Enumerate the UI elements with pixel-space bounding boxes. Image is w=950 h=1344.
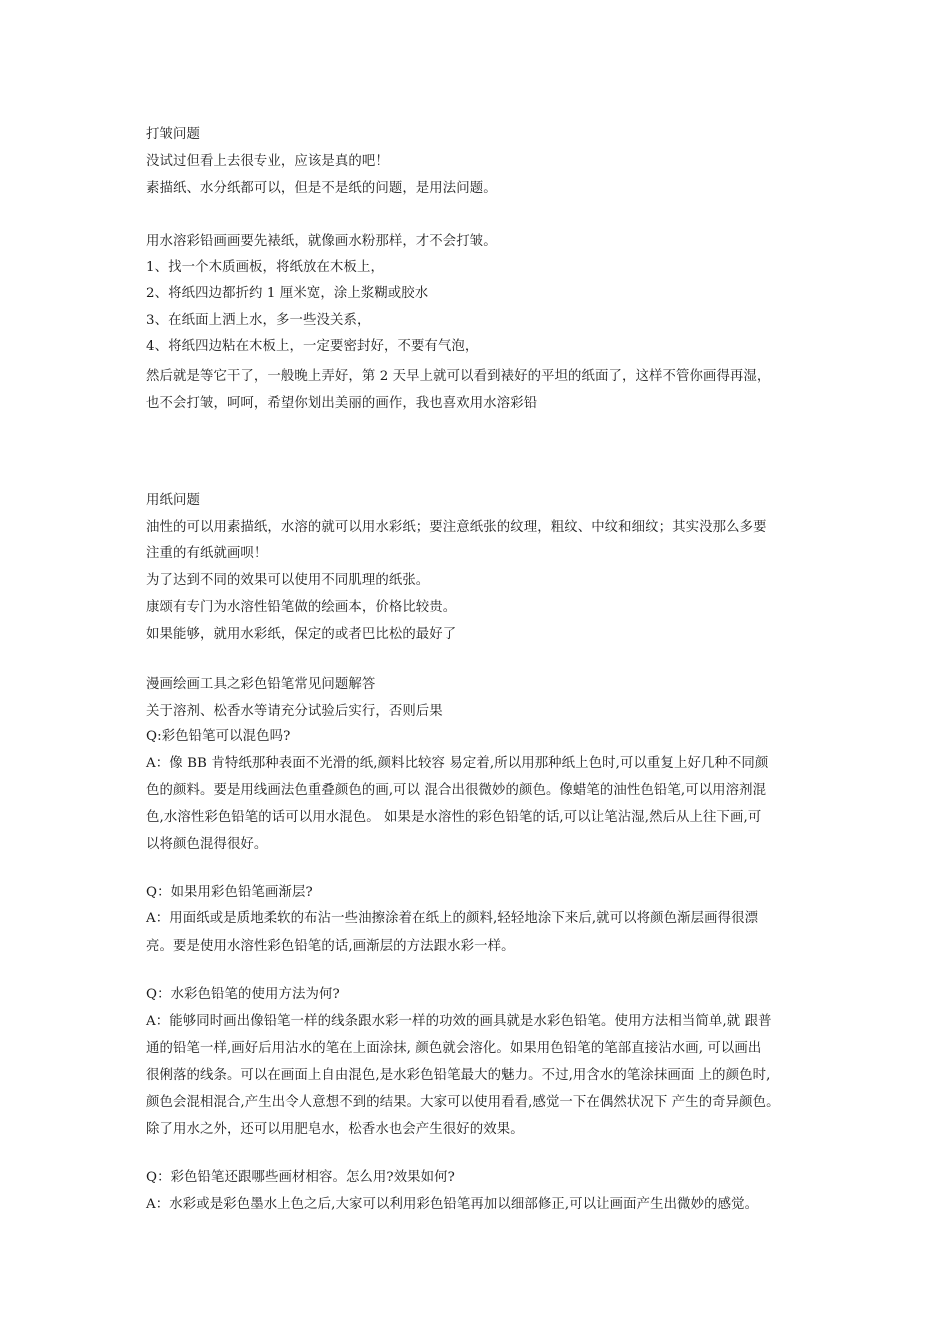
paragraph-note: 关于溶剂、松香水等请充分试验后实行，否则后果 xyxy=(146,704,443,719)
paragraph-line: 康颂有专门为水溶性铅笔做的绘画本，价格比较贵。 xyxy=(146,600,457,615)
faq-answer-line: 通的铅笔一样,画好后用沾水的笔在上面涂抹, 颜色就会溶化。如果用色铅笔的笔部直接沾水画, 可以画出 xyxy=(146,1041,762,1056)
paragraph-line: 为了达到不同的效果可以使用不同肌理的纸张。 xyxy=(146,573,430,588)
faq-answer-line: A：像 BB 肯特纸那种表面不光滑的纸,颜料比较容 易定着,所以用那种纸上色时,可以重复上好几种不同颜 xyxy=(146,756,769,771)
paragraph-line: 也不会打皱，呵呵，希望你划出美丽的画作，我也喜欢用水溶彩铅 xyxy=(146,396,538,411)
faq-answer-line: 亮。要是使用水溶性彩色铅笔的话,画渐层的方法跟水彩一样。 xyxy=(146,939,515,954)
faq-answer-line: 很俐落的线条。可以在画面上自由混色,是水彩色铅笔最大的魅力。不过,用含水的笔涂抹画面 上的颜色时, xyxy=(146,1068,771,1083)
faq-answer-line: 颜色会混相混合,产生出令人意想不到的结果。大家可以使用看看,感觉一下在偶然状况下 产生的奇异颜色。 xyxy=(146,1095,780,1110)
faq-question: Q：如果用彩色铅笔画渐层? xyxy=(146,885,313,900)
paragraph-line: 如果能够，就用水彩纸，保定的或者巴比松的最好了 xyxy=(146,627,457,642)
step-item: 3、在纸面上洒上水，多一些没关系， xyxy=(146,313,371,328)
paragraph-line: 油性的可以用素描纸，水溶的就可以用水彩纸；要注意纸张的纹理，粗纹、中纹和细纹；其实没那么多要 xyxy=(146,520,767,535)
paragraph-line: 素描纸、水分纸都可以，但是不是纸的问题，是用法问题。 xyxy=(146,181,497,196)
step-item: 2、将纸四边都折约 1 厘米宽，涂上浆糊或胶水 xyxy=(146,286,429,301)
step-item: 4、将纸四边粘在木板上，一定要密封好，不要有气泡， xyxy=(146,339,479,354)
faq-answer-line: A：用面纸或是质地柔软的布沾一些油擦涂着在纸上的颜料,轻轻地涂下来后,就可以将颜色渐层画得很漂 xyxy=(146,911,759,926)
paragraph-line: 没试过但看上去很专业，应该是真的吧！ xyxy=(146,154,389,169)
faq-answer-line: 除了用水之外，还可以用肥皂水，松香水也会产生很好的效果。 xyxy=(146,1122,524,1137)
step-item: 1、找一个木质画板，将纸放在木板上， xyxy=(146,260,384,275)
faq-question: Q：彩色铅笔还跟哪些画材相容。怎么用?效果如何? xyxy=(146,1170,455,1185)
faq-answer-line: 色,水溶性彩色铅笔的话可以用水混色。 如果是水溶性的彩色铅笔的话,可以让笔沾湿,然后从上往下画,可 xyxy=(146,810,762,825)
section-title-faq: 漫画绘画工具之彩色铅笔常见问题解答 xyxy=(146,677,376,692)
faq-question: Q：水彩色铅笔的使用方法为何? xyxy=(146,987,340,1002)
section-title-paper: 用纸问题 xyxy=(146,493,200,508)
faq-answer-line: A：水彩或是彩色墨水上色之后,大家可以利用彩色铅笔再加以细部修正,可以让画面产生出微妙的感觉。 xyxy=(146,1197,759,1212)
faq-question: Q:彩色铅笔可以混色吗? xyxy=(146,729,291,744)
faq-answer-line: 色的颜料。要是用线画法色重叠颜色的画,可以 混合出很微妙的颜色。像蜡笔的油性色铅笔,可以用溶剂混 xyxy=(146,783,767,798)
paragraph-line: 然后就是等它干了，一般晚上弄好，第 2 天早上就可以看到裱好的平坦的纸面了，这样不管你画得再湿， xyxy=(146,369,771,384)
section-title-wrinkle: 打皱问题 xyxy=(146,127,200,142)
paragraph-intro: 用水溶彩铅画画要先裱纸，就像画水粉那样，才不会打皱。 xyxy=(146,234,497,249)
faq-answer-line: 以将颜色混得很好。 xyxy=(146,837,268,852)
faq-answer-line: A：能够同时画出像铅笔一样的线条跟水彩一样的功效的画具就是水彩色铅笔。使用方法相当简单,就 跟普 xyxy=(146,1014,772,1029)
paragraph-line: 注重的有纸就画呗！ xyxy=(146,546,268,561)
